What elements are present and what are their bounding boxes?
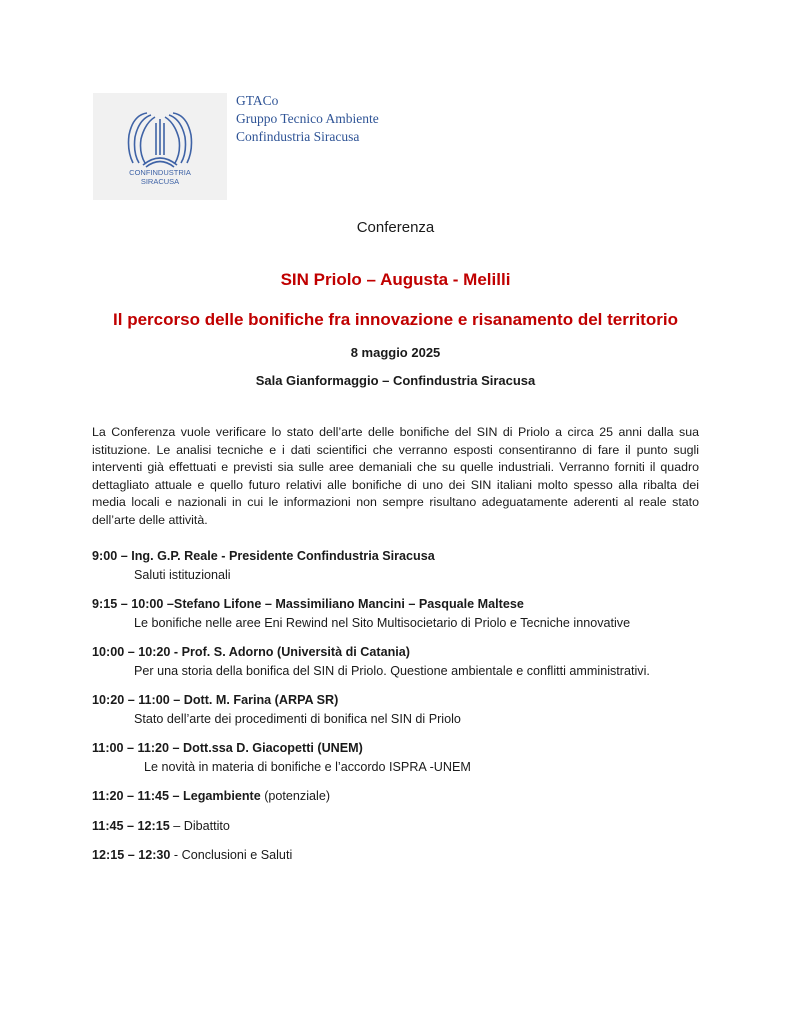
- logo-text-line2: SIRACUSA: [140, 177, 180, 186]
- agenda-item: [92, 643, 712, 680]
- logo-text-line1: CONFINDUSTRIA: [129, 168, 191, 177]
- agenda-item-desc: Saluti istituzionali: [134, 567, 231, 582]
- agenda-item-desc: Le bonifiche nelle aree Eni Rewind nel Sito Multisocietario di Priolo e Tecniche innovative: [134, 615, 631, 630]
- agenda-item-desc: Per una storia della bonifica del SIN di Priolo. Questione ambientale e conflitti amministrativi.: [134, 663, 650, 678]
- agenda-item: [92, 787, 712, 806]
- agenda-item: [92, 691, 712, 728]
- org-name: Gruppo Tecnico Ambiente: [236, 111, 379, 126]
- conference-label: Conferenza: [356, 219, 435, 236]
- agenda-item-head: 9:15 – 10:00 –Stefano Lifone – Massimiliano Mancini – Pasquale Maltese: [92, 597, 524, 611]
- agenda-item-head: [92, 846, 712, 865]
- agenda-item: [92, 595, 712, 632]
- conference-venue: Sala Gianformaggio – Confindustria Siracusa: [255, 373, 536, 388]
- agenda-item-head: 10:20 – 11:00 – Dott. M. Farina (ARPA SR): [92, 693, 339, 707]
- agenda-item-desc: Stato dell’arte dei procedimenti di bonifica nel SIN di Priolo: [134, 711, 461, 726]
- agenda-item-note: (potenziale): [260, 789, 331, 803]
- agenda-item-head: [92, 817, 712, 836]
- conference-title: SIN Priolo – Augusta - Melilli: [280, 270, 511, 289]
- agenda-item-head: [92, 787, 712, 806]
- org-parent: Confindustria Siracusa: [236, 129, 360, 144]
- agenda-item-time: 12:15 – 12:30: [92, 848, 171, 862]
- agenda-item-time: 11:45 – 12:15: [92, 818, 170, 833]
- agenda-item-topic: – Dibattito: [169, 818, 230, 833]
- organization-block: [236, 92, 379, 146]
- agenda-item-topic: - Conclusioni e Saluti: [170, 848, 293, 862]
- agenda-item-head: 11:00 – 11:20 – Dott.ssa D. Giacopetti (UNEM): [92, 741, 363, 755]
- agenda-item: [92, 547, 712, 584]
- agenda-item: [92, 739, 712, 776]
- agenda-item-head: 9:00 – Ing. G.P. Reale - Presidente Confindustria Siracusa: [92, 549, 435, 563]
- conference-date: 8 maggio 2025: [350, 345, 441, 360]
- conference-subtitle: Il percorso delle bonifiche fra innovazione e risanamento del territorio: [113, 310, 678, 329]
- agenda-item: [92, 846, 712, 865]
- confindustria-logo: [93, 93, 227, 200]
- agenda-item-head: 10:00 – 10:20 - Prof. S. Adorno (Università di Catania): [92, 645, 410, 659]
- intro-paragraph: La Conferenza vuole verificare lo stato dell’arte delle bonifiche del SIN di Priolo a circa 25 anni dalla sua istituzione. Le analisi tecniche e i dati scientifici che verranno esposti consentiranno di fare il punto sugli interventi già effettuati e previsti sia sulle aree demaniali che su quelle industriali. Verranno forniti il quadro dettagliato attuale e quello futuro relativi alle bonifiche di uno dei SIN italiani molto spesso alla ribalta dei media locali e nazionali in cui le informazioni non sempre risultano adeguatamente aderenti al reale stato dell’arte delle attività.: [92, 425, 699, 527]
- org-acronym: GTACo: [236, 93, 279, 108]
- eagle-logo-icon: [93, 93, 227, 200]
- agenda-list: [92, 547, 712, 876]
- agenda-item-time-speaker: 11:20 – 11:45 – Legambiente: [92, 789, 261, 803]
- agenda-item: [92, 817, 712, 836]
- agenda-item-desc: Le novità in materia di bonifiche e l’accordo ISPRA -UNEM: [144, 759, 471, 774]
